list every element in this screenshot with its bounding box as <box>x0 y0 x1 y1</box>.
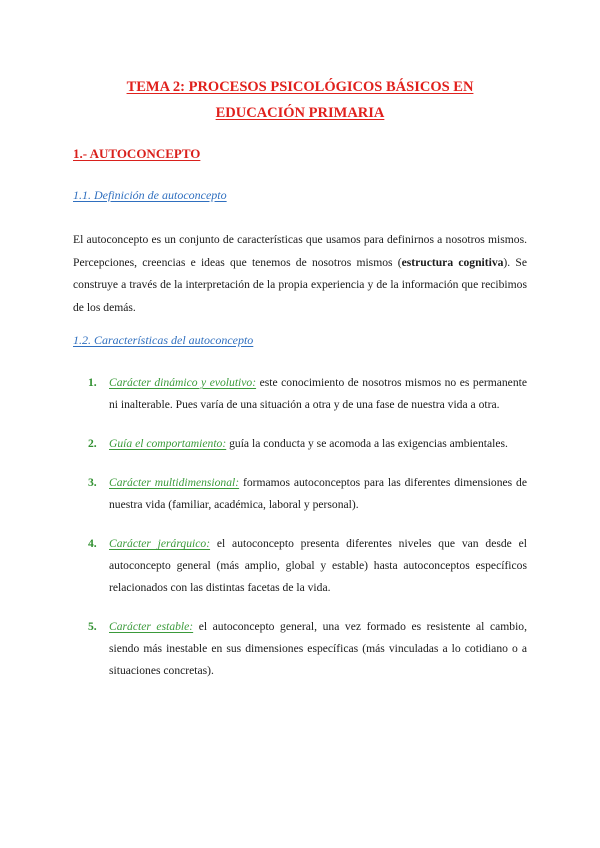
item-term: Guía el comportamiento: <box>109 437 227 450</box>
item-term: Carácter jerárquico: <box>109 537 211 550</box>
item-term: Carácter estable: <box>109 620 194 633</box>
item-text: el autoconcepto general, una vez formado es resistente al cambio, siendo más inestable en sus dimensiones específicas (más vinculadas a lo cotidiano o a situaciones concretas). <box>109 620 527 677</box>
list-item <box>88 616 527 682</box>
list-item <box>88 472 527 516</box>
item-number: 2. <box>88 437 97 450</box>
item-text: este conocimiento de nosotros mismos no es permanente ni inalterable. Pues varía de una situación a otra y de una fase de nuestra vida a otra. <box>109 376 527 411</box>
section-heading-autoconcepto: 1.- AUTOCONCEPTO <box>73 146 201 161</box>
title-line-1: TEMA 2: PROCESOS PSICOLÓGICOS BÁSICOS EN <box>126 79 474 95</box>
definition-paragraph <box>73 229 527 319</box>
title-line-2: EDUCACIÓN PRIMARIA <box>215 105 385 121</box>
item-number: 3. <box>88 476 97 489</box>
list-item <box>88 433 527 455</box>
item-term: Carácter dinámico y evolutivo: <box>109 376 257 389</box>
item-text: guía la conducta y se acomoda a las exigencias ambientales. <box>226 437 508 450</box>
characteristics-list <box>88 372 527 699</box>
definition-bold-term: estructura cognitiva <box>401 255 504 269</box>
item-number: 5. <box>88 620 97 633</box>
item-term: Carácter multidimensional: <box>109 476 240 489</box>
definition-text-1: El autoconcepto es un conjunto de características que usamos para definirnos a nosotros mismos. Percepciones, creencias e ideas que tenemos de nosotros mismos ( <box>73 233 527 269</box>
item-number: 4. <box>88 537 97 550</box>
subsection-heading-definicion: 1.1. Definición de autoconcepto <box>73 188 227 202</box>
item-text: el autoconcepto presenta diferentes niveles que van desde el autoconcepto general (más amplio, global y estable) hasta autoconceptos específicos relacionados con las distintas facetas de la vida. <box>109 537 527 594</box>
subsection-heading-caracteristicas: 1.2. Características del autoconcepto <box>73 333 254 347</box>
item-text: formamos autoconceptos para las diferentes dimensiones de nuestra vida (familiar, académica, laboral y personal). <box>109 476 527 511</box>
item-number: 1. <box>88 376 97 389</box>
list-item <box>88 533 527 599</box>
document-title <box>60 74 540 126</box>
list-item <box>88 372 527 416</box>
definition-text-2: ). Se construye a través de la interpretación de la propia experiencia y de la información que recibimos de los demás. <box>73 255 527 314</box>
